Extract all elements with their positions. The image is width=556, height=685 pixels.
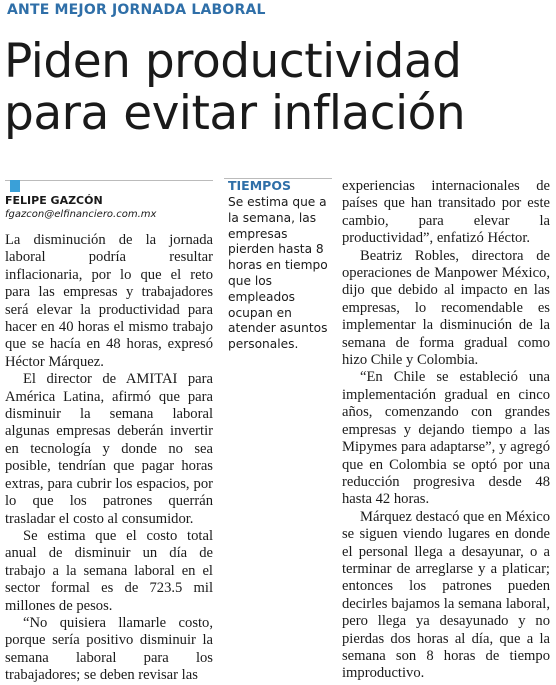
paragraph: “No quisiera llamarle costo, porque sería positivo disminuir la semana laboral para los trabajadores; se deben revisar las xyxy=(5,614,213,684)
article-column-1 xyxy=(5,232,213,685)
paragraph: experiencias internacionales de países que han transitado por este cambio, para elevar la productividad”, enfatizó Héctor. xyxy=(342,178,550,247)
kicker-label: ANTE MEJOR JORNADA LABORAL xyxy=(7,2,266,18)
article-column-2 xyxy=(342,178,550,683)
byline-divider xyxy=(5,180,213,181)
sidebar-text: Se estima que a la semana, las empresas pierden hasta 8 horas en tiempo que los empleados ocupan en atender asuntos personales. xyxy=(228,195,328,352)
paragraph: La disminución de la jornada laboral podría resultar inflacionaria, por lo que el reto para las empresas y trabajadores será elevar la productividad para hacer en 40 horas el mismo trabajo que se hacía en 48 horas, expresó Héctor Márquez. xyxy=(5,232,213,370)
headline: Piden productividad para evitar inflación xyxy=(4,34,466,141)
paragraph: Beatriz Robles, directora de operaciones de Manpower México, dijo que debido al impacto en las empresas, lo recomendable es implementar la disminución de la semana de forma gradual como hizo Chile y Colombia. xyxy=(342,247,550,369)
paragraph: El director de AMITAI para América Latina, afirmó que para disminuir la semana laboral algunas empresas deberán invertir en tecnología y donde no sea posible, tendrían que pagar horas extras, para cubrir los espacios, por lo que los patrones querrán trasladar el costo al consumidor. xyxy=(5,371,213,527)
author-name: FELIPE GAZCÓN xyxy=(5,194,103,207)
sidebar-title: TIEMPOS xyxy=(228,178,291,193)
paragraph: Márquez destacó que en México se siguen viendo lugares en donde el personal llega a desayunar, o a terminar de arreglarse y a platicar; entonces los patrones pueden decirles bajamos la semana laboral, pero llega ya desayunado y no pierdas dos horas al día, que a la semana son 8 horas de tiempo improductivo. xyxy=(342,508,550,682)
sidebar-box xyxy=(228,178,332,353)
byline-marker-icon xyxy=(10,180,20,192)
paragraph: “En Chile se estableció una implementación gradual en cinco años, comenzando con grandes empresas y dejando tiempo a las Mipymes para adaptarse”, y agregó que en Colombia se optó por una reducción progresiva desde 48 hasta 42 horas. xyxy=(342,369,550,508)
paragraph: Se estima que el costo total anual de disminuir un día de trabajo a la semana laboral en el sector formal es de 723.5 mil millones de pesos. xyxy=(5,527,213,614)
author-email[interactable]: fgazcon@elfinanciero.com.mx xyxy=(5,209,157,220)
